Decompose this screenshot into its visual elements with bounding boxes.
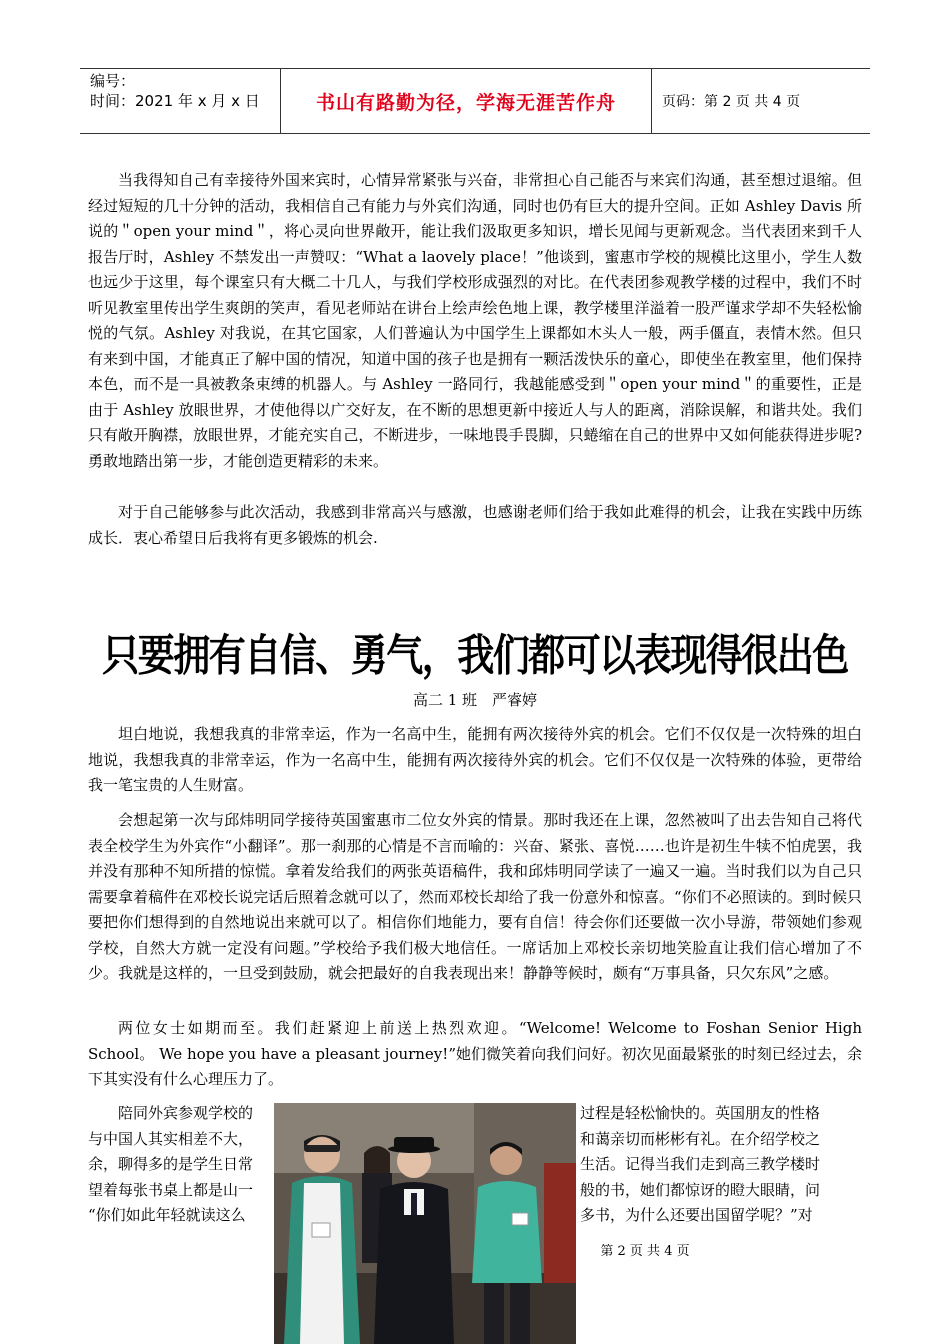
- paragraph-4: [88, 808, 862, 987]
- line-right: 过程是轻松愉快的。英国朋友的性格: [580, 1104, 821, 1122]
- paragraph-text: 当我得知自己有幸接待外国来宾时，心情异常紧张与兴奋，非常担心自己能否与来宾们沟通，甚至想过退缩。但经过短短的几十分钟的活动，我相信自己有能力与外宾们沟通，同时也仍有巨大的提升空间。正如 Ashley Davis 所说的＂open your mind＂，将心灵向世界敞开，能让我们汲取更多知识，增长见闻与更新观念。当代表团来到千人报告厅时，Ashley 不禁发出一声赞叹：“What a laovely place！”他谈到，蜜惠市学校的规模比这里小，学生人数也远少于这里，每个课室只有大概二十几人，与我们学校形成强烈的对比。在代表团参观教学楼的过程中，我们不时听见教室里传出学生爽朗的笑声，看见老师站在讲台上绘声绘色地上课，教学楼里洋溢着一股严谨求学却不失轻松愉悦的气氛。Ashley 对我说，在其它国家，人们普遍认为中国学生上课都如木头人一般，两手僵直，表情木然。但只有来到中国，才能真正了解中国的情况，知道中国的孩子也是拥有一颗活泼快乐的童心，即使坐在教室里，他们保持本色，而不是一具被教条束缚的机器人。与 Ashley 一路同行，我越能感受到＂open your mind＂的重要性，正是由于 Ashley 放眼世界，才使他得以广交好友，在不断的思想更新中接近人与人的距离，消除误解，和谐共处。我们只有敞开胸襟，放眼世界，才能充实自己，不断进步，一味地畏手畏脚，只蜷缩在自己的世界中又如何能获得进步呢?勇敢地踏出第一步，才能创造更精彩的未来。: [88, 171, 862, 470]
- paragraph-5: [88, 1016, 862, 1093]
- line-left: 望着每张书桌上都是山一: [88, 1180, 254, 1199]
- line-right: 般的书，她们都惊讶的瞪大眼睛，问: [580, 1180, 821, 1199]
- paragraph-2: [88, 500, 862, 551]
- number-label: 编号：: [90, 72, 136, 90]
- photo-illustration: [274, 1103, 576, 1344]
- line-right: 多书，为什么还要出国留学呢？”对: [580, 1206, 813, 1224]
- paragraph-text: 对于自己能够参与此次活动，我感到非常高兴与感激，也感谢老师们给于我如此难得的机会，让我在实践中历练成长．衷心希望日后我将有更多锻炼的机会.: [88, 503, 862, 547]
- paragraph-1: [88, 168, 862, 474]
- line-left: 陪同外宾参观学校的: [118, 1104, 254, 1122]
- paragraph-text: 会想起第一次与邱炜明同学接待英国蜜惠市二位女外宾的情景。那时我还在上课，忽然被叫了出去告知自己将代表全校学生为外宾作“小翻译”。那一刹那的心情是不言而喻的：兴奋、紧张、喜悦……也许是初生牛犊不怕虎罢，我并没有那种不知所措的惊慌。拿着发给我们的两张英语稿件，我和邱炜明同学读了一遍又一遍。当时我们以为自己只需要拿着稿件在邓校长说完话后照着念就可以了，然而邓校长却给了我一份意外和惊喜。“你们不必照读的。到时候只要把你们想得到的自然地说出来就可以了。相信你们地能力，要有自信！待会你们还要做一次小导游，带领她们参观学校，自然大方就一定没有问题。”学校给予我们极大地信任。一席话加上邓校长亲切地笑脸直让我们信心增加了不少。我就是这样的，一旦受到鼓励，就会把最好的自我表现出来！静静等候时，颇有“万事具备，只欠东风”之感。: [88, 811, 862, 982]
- page-header: [80, 68, 870, 134]
- header-meta: [80, 69, 280, 133]
- line-left: 余，聊得多的是学生日常: [88, 1155, 254, 1173]
- header-page-label: 页码：第 2 页 共 4 页: [662, 94, 801, 110]
- visit-photo: [274, 1103, 576, 1344]
- header-motto: 书山有路勤为径，学海无涯苦作舟: [280, 69, 652, 133]
- paragraph-text: 坦白地说，我想我真的非常幸运，作为一名高中生，能拥有两次接待外宾的机会。它们不仅仅是一次特殊的坦白地说，我想我真的非常幸运，作为一名高中生，能拥有两次接待外宾的机会。它们不仅仅是一次特殊的体验，更带给我一笔宝贵的人生财富。: [88, 725, 862, 794]
- time-label: 时间：2021 年 x 月 x 日: [90, 92, 260, 110]
- article-byline: 高二 1 班 严睿婷: [412, 691, 538, 709]
- paragraph-text: 两位女士如期而至。我们赶紧迎上前送上热烈欢迎。“Welcome! Welcome to Foshan Senior High School。 We hope you have a pleasant journey!”她们微笑着向我们问好。初次见面最紧张的时刻已经过去，余下其实没有什么心理压力了。: [88, 1019, 862, 1088]
- line-right: 生活。记得当我们走到高三教学楼时: [580, 1155, 821, 1173]
- article-title: 只要拥有自信、勇气，我们都可以表现得很出色: [102, 630, 848, 682]
- line-left: 与中国人其实相差不大，: [88, 1129, 254, 1148]
- line-left: “你们如此年轻就读这么: [88, 1206, 246, 1224]
- line-right: 和蔼亲切而彬彬有礼。在介绍学校之: [580, 1129, 821, 1148]
- page-footer: [0, 1240, 950, 1259]
- footer-page-number: 第 2 页 共 4 页: [600, 1244, 690, 1259]
- paragraph-3: [88, 722, 862, 799]
